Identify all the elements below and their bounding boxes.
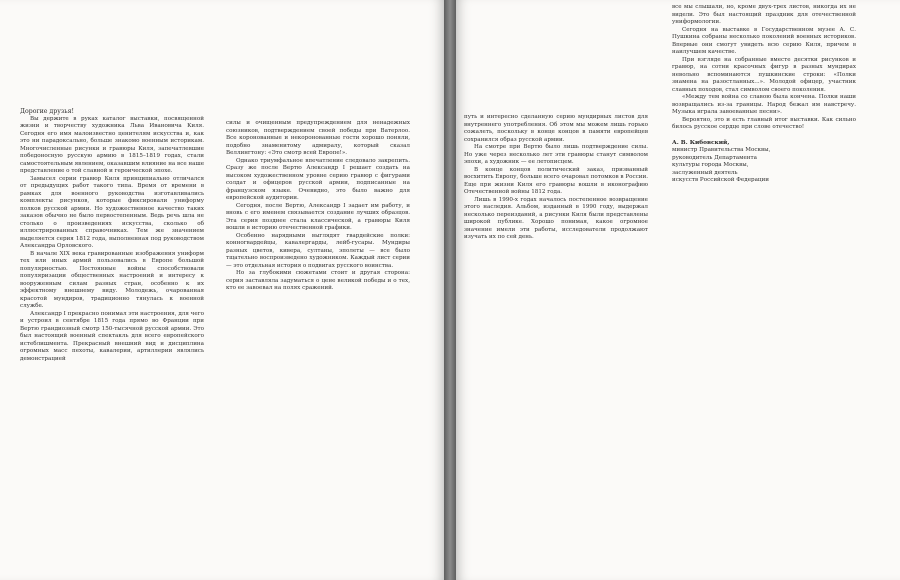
paragraph: Замысел серии гравюр Киля принципиально отличался от предыдущих работ такого типа. Время от времени в рамках для военного руководства изготавливались комплекты рисунков, которые фиксировали униформу полков русской армии. Но художественное качество таких заказов обычно не было первостепенным. Ведь речь шла не столько о произведениях искусства, сколько об иллюстрированных справочниках. Тем же значением выделяется серия 1812 года, выполненная под руководством Александра Орловского. bbox=[20, 175, 204, 249]
paragraph: Однако триумфальное впечатление следовало закрепить. Сразу же после Вертю Александр I решает создать на высоком художественном уровне серию гравюр с фигурами солдат и офицеров русской армии, подписанные на французском языке. Очевидно, это было важно для европейской аудитории. bbox=[226, 157, 410, 201]
paragraph: Сегодня, после Вертю, Александр I задает им работу, и вновь с его именем связывается создание лучших образцов. Эта серия позднее стала классической, а гравюры Киля вошли в историю отечественной графики. bbox=[226, 202, 410, 231]
quote: «Между тем война со славою была кончена. Полки наши возвращались из-за границы. Народ бежал им навстречу. Музыка играла завоеванные песни». bbox=[672, 94, 856, 115]
signature-name: А. В. Кибовский, bbox=[672, 139, 730, 146]
signature-line: культуры города Москвы, bbox=[672, 162, 749, 168]
left-column-2 bbox=[226, 120, 410, 580]
right-column-2 bbox=[672, 4, 856, 474]
greeting: Дорогие друзья! bbox=[20, 108, 74, 115]
signature-line: министр Правительства Москвы, bbox=[672, 147, 771, 153]
signature-line: руководитель Департамента bbox=[672, 154, 757, 161]
paragraph: Александр I прекрасно понимал эти настроения, для чего и устроил в сентябре 1815 года прямо во Франции при Вертю грандиозный смотр 150-тысячной русской армии. Это был настоящий военный спектакль для всего европейского истеблишмента. Прекрасный внешний вид и дисциплина огромных масс пехоты, кавалерии, артиллерии являлись демонстрацией bbox=[20, 310, 204, 362]
left-column-1 bbox=[20, 108, 204, 578]
left-page bbox=[0, 0, 444, 580]
paragraph: все мы слышали, но, кроме двух-трех листов, никогда их не видели. Это был настоящий праздник для отечественной униформологии. bbox=[672, 4, 856, 25]
signature-block bbox=[672, 140, 856, 185]
paragraph: На смотре при Вертю было лишь подтверждение силы. Но уже через несколько лет эти гравюры станут символом эпохи, а художник — ее летописцем. bbox=[464, 144, 648, 165]
paragraph: При взгляде на собранные вместе десятки рисунков и гравюр, на сотни красочных фигур в разных мундирах невольно вспоминаются пушкинские строки: «Полки знамена на разостланных...». Молодой офицер, участник славных походов, стал символом своего поколения. bbox=[672, 56, 856, 93]
paragraph: Лишь в 1990-х годах началось постепенное возвращение этого наследия. Альбом, изданный в 1990 году, выдержал несколько переизданий, а рисунки Киля были представлены широкой публике. Хорошо понимая, какое огромное значение имели эти работы, исследователи продолжают изучать их по сей день. bbox=[464, 196, 648, 240]
paragraph: Особенно нарядными выглядят гвардейские полки: конногвардейцы, кавалергарды, лейб-гусары. Мундиры разных цветов, кивера, султаны, эполеты — все было тщательно воспроизведено художником. Каждый лист серии — это отдельная история о подвигах русского воинства. bbox=[226, 232, 410, 269]
paragraph: силы и очищенным предупреждением для ненадежных союзников, подтверждением своей победы при Ватерлоо. Все коронованные и некоронованные гости хорошо поняли, подобно знаменитому адмиралу, который сказал Веллингтону: «Это смотр всей Европе!». bbox=[226, 120, 410, 156]
signature-line: заслуженный деятель bbox=[672, 169, 738, 176]
paragraph: Сегодня на выставке в Государственном музее А. С. Пушкина собраны несколько поколений военных историков. Впервые они смогут увидеть всю серию Киля, причем в наилучшем качестве. bbox=[672, 26, 856, 55]
signature-line: искусств Российской Федерации bbox=[672, 177, 769, 183]
book-gutter bbox=[444, 0, 456, 580]
paragraph: Вы держите в руках каталог выставки, посвященной жизни и творчеству художника Льва Ивановича Киля. Сегодня его имя малоизвестно ценителям искусства и, как это ни парадоксально, больше знакомо военным историкам. Многочисленные рисунки и гравюры Киля, запечатлевшие победоносную русскую армию в 1815–1819 годах, стали самостоятельным явлением, оказавшим влияние на все наше представление о той славной и героической эпохе. bbox=[20, 115, 204, 174]
paragraph: путь и интересно сделанную серию мундирных листов для внутреннего употребления. Об этом мы можем лишь горько сожалеть, поскольку в конце концов в памяти европейцев сохранился образ русской армии. bbox=[464, 114, 648, 143]
right-column-1 bbox=[464, 114, 648, 580]
paragraph: Но за глубокими сюжетами стоит и другая сторона: серия заставляла задуматься о цене великой победы и о тех, кто ее завоевал на полях сражений. bbox=[226, 270, 410, 291]
paragraph: В начале XIX века гравированные изображения униформ тех или иных армий пользовались в Европе большой популярностью. Постоянные войны способствовали популяризации общественных настроений и интересу к вооруженным силам разных стран, особенно к их эффектному внешнему виду. Молодежь, очарованная красотой мундиров, традиционно тянулась к военной службе. bbox=[20, 250, 204, 309]
paragraph: Вероятно, это и есть главный итог выставки. Как сильно билось русское сердце при слове отечество! bbox=[672, 116, 856, 130]
right-page bbox=[456, 0, 900, 580]
paragraph: В конце концов политический заказ, призванный восхитить Европу, больше всего очаровал потомков в России. Еще при жизни Киля его гравюры вошли в иконографию Отечественной войны 1812 года. bbox=[464, 166, 648, 195]
